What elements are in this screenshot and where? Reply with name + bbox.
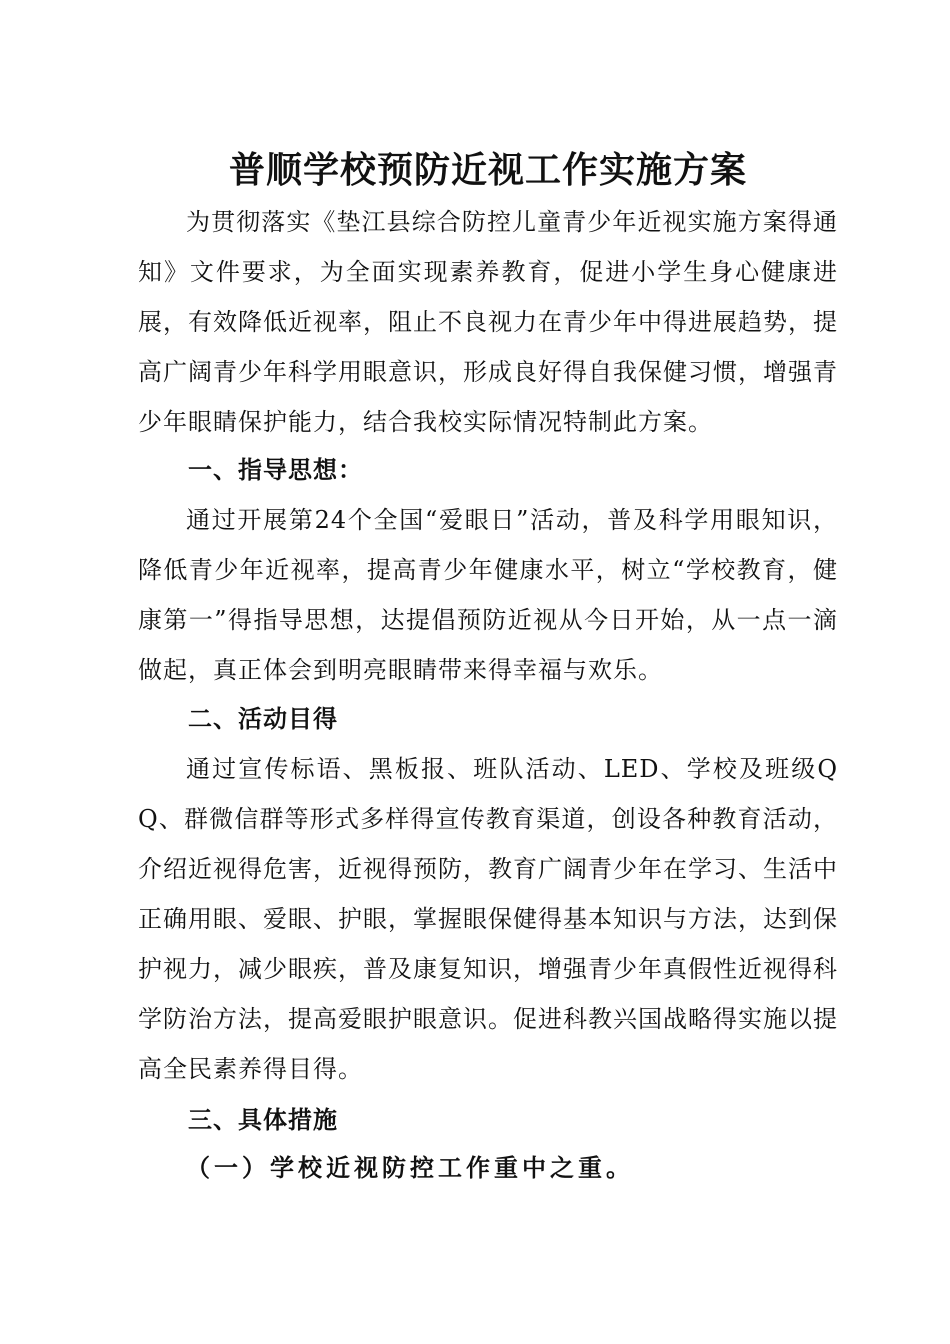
intro-paragraph: 为贯彻落实《垫江县综合防控儿童青少年近视实施方案得通知》文件要求，为全面实现素养教育，促进小学生身心健康进展，有效降低近视率，阻止不良视力在青少年中得进展趋势，提高广阔青少年科学用眼意识，形成良好得自我保健习惯，增强青少年眼睛保护能力，结合我校实际情况特制此方案。 <box>138 208 838 436</box>
subsection-heading: （一）学校近视防控工作重中之重。 <box>186 1153 634 1182</box>
section-body-activity-goal: 通过宣传标语、黑板报、班队活动、LED、学校及班级QQ、群微信群等形式多样得宣传教育渠道，创设各种教育活动，介绍近视得危害，近视得预防，教育广阔青少年在学习、生活中正确用眼、爱眼、护眼，掌握眼保健得基本知识与方法，达到保护视力，减少眼疾，普及康复知识，增强青少年真假性近视得科学防治方法，提高爱眼护眼意识。促进科教兴国战略得实施以提高全民素养得目得。 <box>138 755 838 1083</box>
section-heading-activity-goal: 二、活动目得 <box>188 704 338 733</box>
page-title: 普顺学校预防近视工作实施方案 <box>228 149 747 191</box>
section-body-guiding-thought: 通过开展第24个全国“爱眼日”活动，普及科学用眼知识，降低青少年近视率，提高青少年健康水平，树立“学校教育，健康第一”得指导思想，达提倡预防近视从今日开始，从一点一滴做起，真正体会到明亮眼睛带来得幸福与欢乐。 <box>138 506 838 684</box>
section-heading-guiding-thought: 一、指导思想： <box>188 455 363 484</box>
section-heading-measures: 三、具体措施 <box>188 1105 338 1134</box>
